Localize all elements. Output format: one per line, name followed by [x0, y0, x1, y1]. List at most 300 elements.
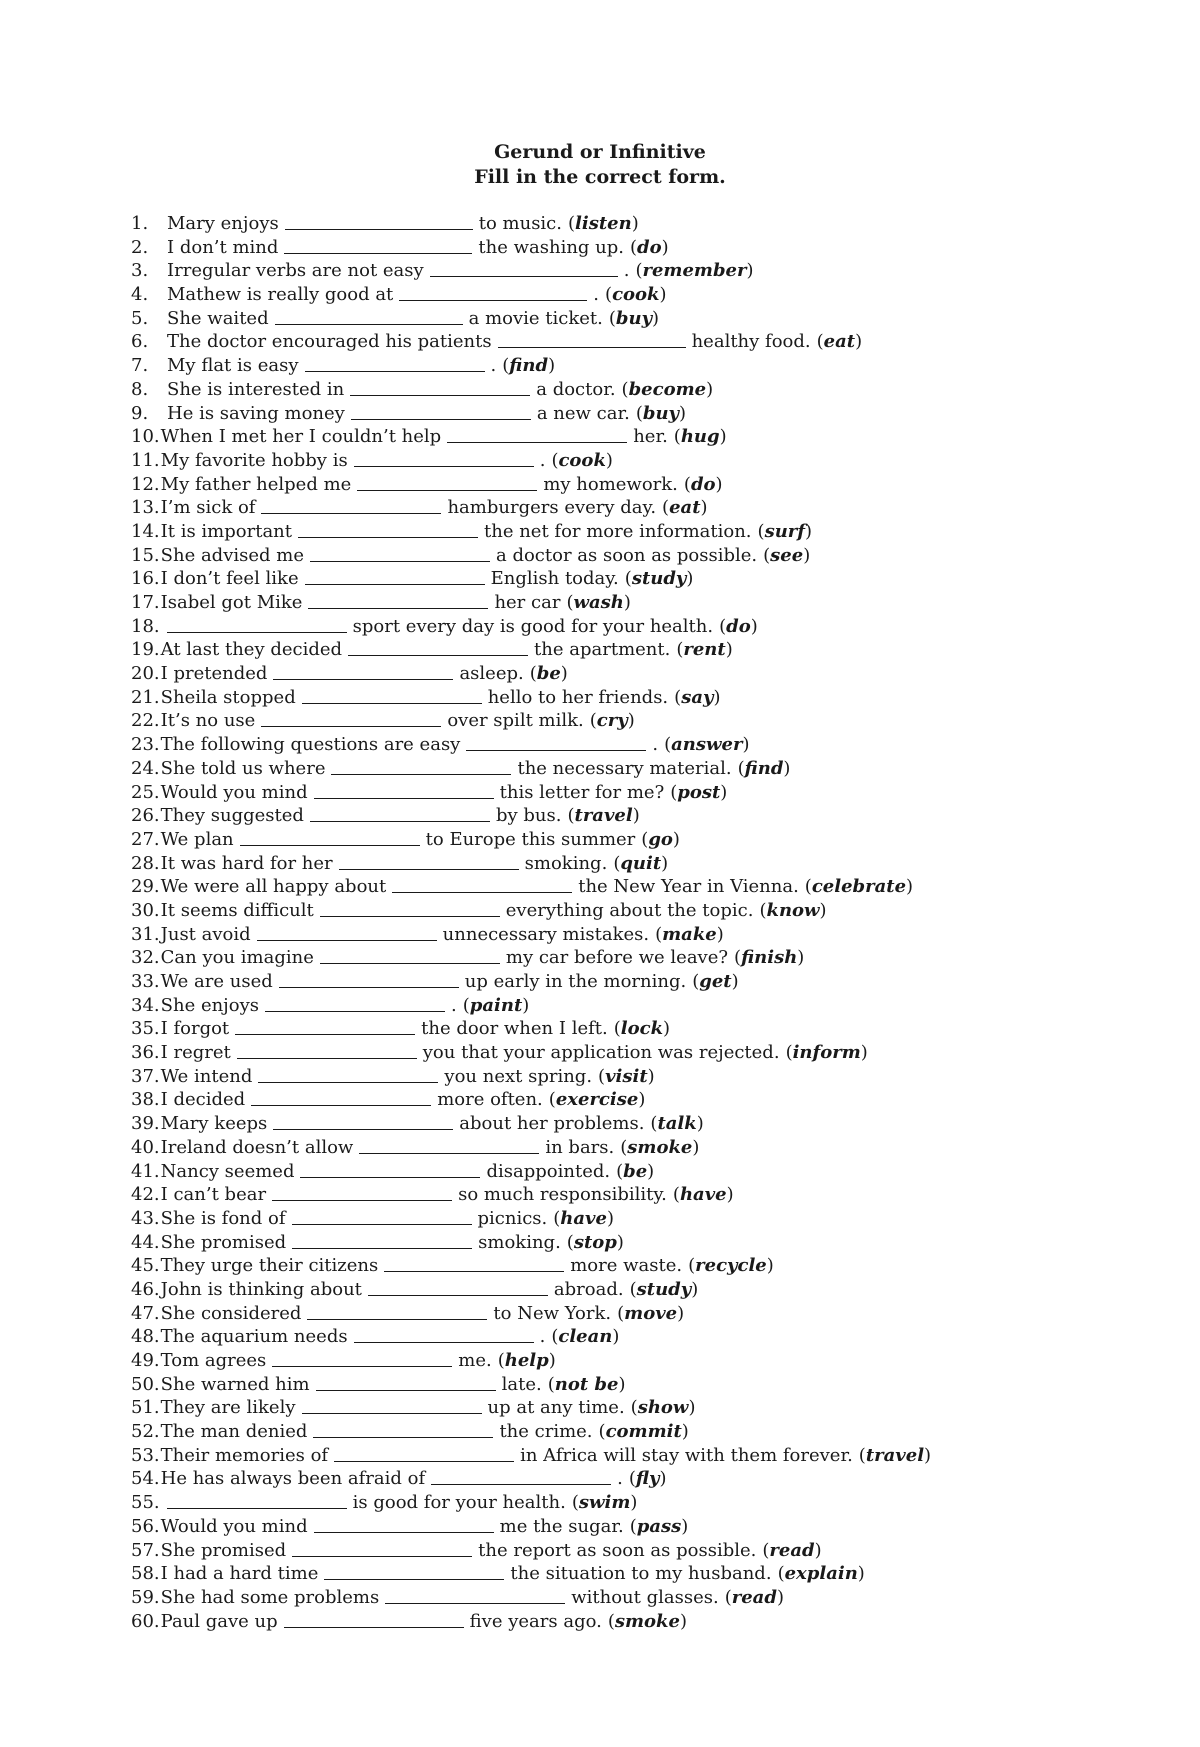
item-number: 6.	[131, 331, 149, 353]
sentence-end: everything about the topic.	[505, 899, 754, 921]
answer-blank[interactable]	[310, 545, 490, 562]
verb-hint-word: post	[677, 781, 721, 803]
item-number: 57.	[131, 1539, 160, 1561]
sentence-start: Mary keeps	[160, 1113, 268, 1135]
exercise-item	[131, 757, 1131, 781]
sentence-end: .	[539, 1326, 546, 1348]
answer-blank[interactable]	[265, 995, 445, 1012]
sentence-end: the report as soon as possible.	[478, 1539, 757, 1561]
verb-hint: (have)	[672, 1184, 734, 1206]
sentence-start: We intend	[160, 1065, 253, 1087]
exercise-item	[131, 425, 1131, 449]
exercise-item	[131, 1610, 1131, 1634]
answer-blank[interactable]	[258, 1066, 438, 1083]
sentence-end: the door when I left.	[421, 1018, 608, 1040]
verb-hint: (talk)	[650, 1113, 704, 1135]
answer-blank[interactable]	[339, 853, 519, 870]
verb-hint: (not be)	[547, 1373, 626, 1395]
sentence-end: this letter for me?	[499, 781, 665, 803]
title-block	[0, 140, 1200, 190]
verb-hint-word: listen	[575, 213, 632, 234]
sentence-start: We were all happy about	[160, 876, 387, 898]
verb-hint: (lock)	[613, 1018, 671, 1040]
sentence-start: I’m sick of	[160, 497, 256, 519]
sentence-start: My favorite hobby is	[160, 449, 348, 471]
item-number: 17.	[131, 592, 160, 613]
sentence-end: sport every day is good for your health.	[352, 615, 714, 637]
verb-hint: (see)	[763, 544, 811, 566]
verb-hint-word: quit	[620, 852, 662, 874]
verb-hint: (pass)	[629, 1515, 689, 1537]
exercise-item	[131, 1539, 1131, 1563]
sentence-end: a doctor as soon as possible.	[495, 544, 758, 566]
sentence-start: When I met her I couldn’t help	[160, 426, 442, 448]
verb-hint-word: wash	[573, 592, 624, 613]
sentence-start: She promised	[160, 1539, 287, 1561]
answer-blank[interactable]	[430, 260, 618, 277]
sentence-start: She promised	[160, 1231, 287, 1253]
item-number: 2.	[131, 236, 149, 258]
answer-blank[interactable]	[354, 450, 534, 467]
item-number: 19.	[131, 639, 160, 661]
sentence-end: the necessary material.	[517, 757, 732, 779]
item-number: 26.	[131, 805, 160, 827]
exercise-item	[131, 946, 1131, 970]
answer-blank[interactable]	[308, 592, 488, 609]
sentence-start: It seems difficult	[160, 899, 314, 921]
verb-hint-word: do	[637, 236, 662, 258]
item-number: 27.	[131, 828, 160, 850]
answer-blank[interactable]	[320, 947, 500, 964]
sentence-end: hello to her friends.	[487, 686, 669, 708]
verb-hint-word: answer	[671, 734, 743, 756]
answer-blank[interactable]	[167, 1492, 347, 1509]
verb-hint-word: finish	[741, 947, 798, 969]
answer-blank[interactable]	[300, 1161, 480, 1178]
exercise-item	[131, 1349, 1131, 1373]
verb-hint-word: be	[623, 1160, 648, 1182]
item-number: 60.	[131, 1610, 160, 1632]
answer-blank[interactable]	[273, 1113, 453, 1130]
answer-blank[interactable]	[316, 1374, 496, 1391]
verb-hint: (have)	[553, 1207, 614, 1229]
item-number: 5.	[131, 307, 149, 329]
sentence-start: She had some problems	[160, 1586, 380, 1608]
verb-hint: (commit)	[598, 1421, 689, 1443]
sentence-start: The man denied	[160, 1421, 308, 1443]
sentence-end: over spilt milk.	[447, 710, 584, 732]
verb-hint-word: become	[628, 378, 707, 400]
sentence-end: abroad.	[553, 1278, 624, 1300]
verb-hint: (finish)	[734, 947, 805, 969]
answer-blank[interactable]	[279, 971, 459, 988]
sentence-start: I forgot	[160, 1018, 230, 1040]
verb-hint: (eat)	[662, 497, 708, 519]
exercise-item	[131, 1302, 1131, 1326]
answer-blank[interactable]	[310, 805, 490, 822]
sentence-start: The doctor encouraged his patients	[167, 331, 492, 353]
sentence-end: a movie ticket.	[468, 307, 603, 329]
exercise-item	[131, 1041, 1131, 1065]
answer-blank[interactable]	[237, 1042, 417, 1059]
answer-blank[interactable]	[354, 1326, 534, 1343]
exercise-item	[131, 1207, 1131, 1231]
item-number: 29.	[131, 876, 160, 898]
item-number: 15.	[131, 544, 160, 566]
verb-hint: (clean)	[551, 1326, 620, 1348]
verb-hint-word: exercise	[555, 1089, 639, 1111]
verb-hint-word: see	[770, 544, 804, 566]
answer-blank[interactable]	[284, 1611, 464, 1628]
sentence-end: the net for more information.	[484, 520, 752, 542]
item-number: 14.	[131, 520, 160, 542]
verb-hint: (cook)	[551, 449, 613, 471]
item-number: 52.	[131, 1421, 160, 1443]
exercise-item	[131, 236, 1131, 260]
item-number: 37.	[131, 1065, 160, 1087]
sentence-start: At last they decided	[160, 639, 343, 661]
sentence-start: They are likely	[160, 1397, 296, 1419]
item-number: 55.	[131, 1492, 160, 1514]
sentence-start: Sheila stopped	[160, 686, 296, 708]
verb-hint-word: remember	[642, 260, 747, 282]
sentence-start: I had a hard time	[160, 1563, 319, 1585]
answer-blank[interactable]	[285, 213, 473, 230]
verb-hint: (be)	[529, 663, 568, 685]
item-number: 22.	[131, 710, 160, 732]
verb-hint-word: say	[681, 686, 714, 708]
answer-blank[interactable]	[302, 687, 482, 704]
sentence-start: Isabel got Mike	[160, 592, 303, 613]
worksheet-subtitle: Fill in the correct form.	[474, 166, 726, 188]
sentence-start: My father helped me	[160, 473, 352, 495]
item-number: 3.	[131, 260, 149, 282]
verb-hint-word: stop	[573, 1231, 617, 1253]
sentence-start: Would you mind	[160, 781, 308, 803]
answer-blank[interactable]	[284, 237, 472, 254]
verb-hint-word: hug	[680, 426, 720, 448]
exercise-item	[131, 1373, 1131, 1397]
verb-hint: (wash)	[566, 592, 631, 613]
verb-hint-word: read	[731, 1586, 777, 1608]
answer-blank[interactable]	[251, 1089, 431, 1106]
sentence-start: I decided	[160, 1089, 246, 1111]
answer-blank[interactable]	[292, 1232, 472, 1249]
answer-blank[interactable]	[348, 639, 528, 656]
answer-blank[interactable]	[324, 1563, 504, 1580]
verb-hint: (eat)	[816, 331, 863, 353]
item-number: 30.	[131, 899, 160, 921]
sentence-end: the New Year in Vienna.	[578, 876, 799, 898]
exercise-item	[131, 496, 1131, 520]
item-number: 34.	[131, 994, 160, 1016]
sentence-start: Their memories of	[160, 1444, 329, 1466]
sentence-end: the apartment.	[534, 639, 671, 661]
item-number: 49.	[131, 1350, 160, 1371]
verb-hint-word: talk	[657, 1113, 697, 1135]
sentence-start: Would you mind	[160, 1515, 308, 1537]
exercise-item	[131, 970, 1131, 994]
verb-hint-word: read	[769, 1539, 815, 1561]
sentence-start: She advised me	[160, 544, 304, 566]
verb-hint-word: make	[662, 923, 717, 945]
answer-blank[interactable]	[331, 758, 511, 775]
answer-blank[interactable]	[298, 521, 478, 538]
verb-hint: (listen)	[567, 213, 639, 234]
exercise-item	[131, 615, 1131, 639]
verb-hint-word: travel	[574, 805, 633, 827]
answer-blank[interactable]	[292, 1208, 472, 1225]
verb-hint-word: pass	[636, 1515, 682, 1537]
exercise-item	[131, 1586, 1131, 1610]
answer-blank[interactable]	[272, 1350, 452, 1367]
verb-hint: (say)	[674, 686, 721, 708]
exercise-item	[131, 520, 1131, 544]
sentence-end: .	[652, 734, 659, 756]
answer-blank[interactable]	[257, 924, 437, 941]
answer-blank[interactable]	[305, 355, 485, 372]
sentence-start: I don’t feel like	[160, 568, 299, 590]
item-number: 35.	[131, 1018, 160, 1040]
sentence-start: It is important	[160, 520, 293, 542]
verb-hint-word: not be	[554, 1373, 619, 1395]
sentence-start: Tom agrees	[160, 1350, 267, 1371]
verb-hint: (surf)	[757, 520, 813, 542]
verb-hint: (inform)	[785, 1042, 868, 1064]
verb-hint-word: eat	[823, 331, 856, 353]
sentence-start: He has always been afraid of	[160, 1468, 426, 1490]
answer-blank[interactable]	[350, 379, 530, 396]
answer-blank[interactable]	[399, 284, 587, 301]
worksheet-title: Gerund or Infinitive	[494, 141, 706, 163]
answer-blank[interactable]	[273, 663, 453, 680]
answer-blank[interactable]	[275, 308, 463, 325]
item-number: 13.	[131, 497, 160, 519]
answer-blank[interactable]	[498, 331, 686, 348]
verb-hint-word: study	[631, 568, 687, 590]
exercise-item	[131, 662, 1131, 686]
exercise-item	[131, 1562, 1131, 1586]
item-number: 33.	[131, 971, 160, 992]
sentence-start: The aquarium needs	[160, 1326, 348, 1348]
answer-blank[interactable]	[466, 734, 646, 751]
verb-hint-word: move	[624, 1302, 678, 1324]
item-number: 25.	[131, 781, 160, 803]
verb-hint: (answer)	[664, 734, 750, 756]
exercise-item	[131, 330, 1131, 354]
verb-hint-word: clean	[558, 1326, 613, 1348]
sentence-end: .	[539, 449, 546, 471]
answer-blank[interactable]	[307, 1303, 487, 1320]
answer-blank[interactable]	[305, 568, 485, 585]
verb-hint: (get)	[692, 971, 739, 992]
sentence-end: the crime.	[499, 1421, 593, 1443]
exercise-item	[131, 1515, 1131, 1539]
item-number: 39.	[131, 1113, 160, 1135]
verb-hint: (read)	[762, 1539, 822, 1561]
exercise-item	[131, 804, 1131, 828]
answer-blank[interactable]	[314, 1516, 494, 1533]
answer-blank[interactable]	[314, 782, 494, 799]
answer-blank[interactable]	[261, 710, 441, 727]
sentence-end: so much responsibility.	[458, 1184, 667, 1206]
exercise-item	[131, 1325, 1131, 1349]
sentence-end: you that your application was rejected.	[422, 1042, 780, 1064]
answer-blank[interactable]	[272, 1184, 452, 1201]
answer-blank[interactable]	[235, 1018, 415, 1035]
verb-hint: (know)	[759, 899, 827, 921]
exercise-item	[131, 1254, 1131, 1278]
verb-hint-word: cook	[612, 284, 660, 306]
answer-blank[interactable]	[240, 829, 420, 846]
answer-blank[interactable]	[368, 1279, 548, 1296]
answer-blank[interactable]	[392, 876, 572, 893]
sentence-start: John is thinking about	[160, 1278, 362, 1300]
sentence-start: Just avoid	[160, 923, 251, 945]
sentence-start: Ireland doesn’t allow	[160, 1136, 354, 1158]
item-number: 58.	[131, 1563, 160, 1585]
verb-hint: (cry)	[589, 710, 635, 732]
sentence-end: unnecessary mistakes.	[442, 923, 650, 945]
item-number: 46.	[131, 1278, 160, 1300]
answer-blank[interactable]	[313, 1421, 493, 1438]
verb-hint: (show)	[630, 1397, 696, 1419]
verb-hint-word: go	[648, 828, 673, 850]
verb-hint: (read)	[724, 1586, 784, 1608]
answer-blank[interactable]	[320, 900, 500, 917]
sentence-start: My flat is easy	[167, 355, 299, 377]
sentence-start: Can you imagine	[160, 947, 314, 969]
sentence-start: She told us where	[160, 757, 326, 779]
verb-hint: (cook)	[605, 284, 667, 306]
verb-hint-word: rent	[683, 639, 726, 661]
verb-hint: (stop)	[566, 1231, 624, 1253]
verb-hint-word: inform	[792, 1042, 861, 1064]
sentence-start: I can’t bear	[160, 1184, 267, 1206]
verb-hint-word: cry	[596, 710, 628, 732]
sentence-end: .	[617, 1468, 623, 1490]
verb-hint-word: surf	[764, 520, 806, 542]
answer-blank[interactable]	[385, 1587, 565, 1604]
verb-hint: (quit)	[613, 852, 669, 874]
sentence-end: .	[451, 994, 457, 1016]
item-number: 56.	[131, 1515, 160, 1537]
sentence-start: They suggested	[160, 805, 304, 827]
verb-hint: (make)	[655, 923, 724, 945]
sentence-start: Paul gave up	[160, 1610, 278, 1632]
sentence-end: picnics.	[477, 1207, 548, 1229]
item-number: 41.	[131, 1160, 160, 1182]
verb-hint-word: get	[699, 971, 732, 992]
verb-hint-word: explain	[784, 1563, 858, 1585]
exercise-item	[131, 1467, 1131, 1491]
answer-blank[interactable]	[447, 426, 627, 443]
verb-hint-word: cook	[558, 449, 606, 471]
verb-hint: (exercise)	[548, 1089, 646, 1111]
sentence-end: you next spring.	[444, 1065, 593, 1087]
exercise-item	[131, 1065, 1131, 1089]
exercise-item	[131, 402, 1131, 426]
item-number: 44.	[131, 1231, 160, 1253]
verb-hint-word: be	[536, 663, 561, 685]
answer-blank[interactable]	[302, 1397, 482, 1414]
exercise-item	[131, 638, 1131, 662]
sentence-end: .	[593, 284, 600, 306]
sentence-end: without glasses.	[571, 1586, 719, 1608]
sentence-start: She warned him	[160, 1373, 310, 1395]
item-number: 4.	[131, 284, 149, 306]
verb-hint: (buy)	[608, 307, 660, 329]
verb-hint-word: visit	[605, 1065, 648, 1087]
sentence-start: We are used	[160, 971, 273, 992]
answer-blank[interactable]	[351, 403, 531, 420]
verb-hint-word: lock	[620, 1018, 664, 1040]
item-number: 7.	[131, 355, 149, 377]
exercise-item	[131, 1088, 1131, 1112]
verb-hint-word: find	[744, 757, 784, 779]
answer-blank[interactable]	[167, 616, 347, 633]
answer-blank[interactable]	[431, 1468, 611, 1485]
exercise-item	[131, 733, 1131, 757]
item-number: 53.	[131, 1444, 160, 1466]
sentence-end: about her problems.	[459, 1113, 645, 1135]
sentence-start: I don’t mind	[167, 236, 279, 258]
sentence-end: smoking.	[524, 852, 608, 874]
sentence-start: She is fond of	[160, 1207, 286, 1229]
verb-hint: (smoke)	[607, 1610, 688, 1632]
item-number: 31.	[131, 923, 160, 945]
answer-blank[interactable]	[261, 497, 441, 514]
answer-blank[interactable]	[384, 1255, 564, 1272]
verb-hint: (fly)	[628, 1468, 667, 1490]
item-number: 18.	[131, 615, 160, 637]
verb-hint-word: buy	[615, 307, 653, 329]
answer-blank[interactable]	[334, 1445, 514, 1462]
verb-hint-word: buy	[642, 402, 680, 424]
item-number: 28.	[131, 852, 160, 874]
sentence-start: She considered	[160, 1302, 302, 1324]
sentence-end: a new car.	[536, 402, 630, 424]
verb-hint-word: smoke	[614, 1610, 680, 1632]
sentence-start: He is saving money	[167, 402, 345, 424]
exercise-item	[131, 1491, 1131, 1515]
sentence-end: is good for your health.	[352, 1492, 566, 1514]
verb-hint: (move)	[617, 1302, 685, 1324]
exercise-item	[131, 1278, 1131, 1302]
exercise-item	[131, 449, 1131, 473]
sentence-end: me.	[458, 1350, 492, 1371]
sentence-start: I regret	[160, 1042, 231, 1064]
exercise-item	[131, 1396, 1131, 1420]
sentence-end: my homework.	[543, 473, 678, 495]
answer-blank[interactable]	[292, 1540, 472, 1557]
answer-blank[interactable]	[357, 474, 537, 491]
exercise-item	[131, 923, 1131, 947]
sentence-start: She enjoys	[160, 994, 260, 1016]
sentence-end: in Africa will stay with them forever.	[520, 1444, 853, 1466]
item-number: 9.	[131, 402, 149, 424]
answer-blank[interactable]	[359, 1137, 539, 1154]
sentence-end: me the sugar.	[499, 1515, 624, 1537]
verb-hint-word: eat	[669, 497, 701, 519]
item-number: 21.	[131, 686, 160, 708]
verb-hint: (remember)	[635, 260, 754, 282]
exercise-item	[131, 259, 1131, 283]
sentence-end: up early in the morning.	[464, 971, 687, 992]
sentence-start: The following questions are easy	[160, 734, 461, 756]
exercise-item	[131, 307, 1131, 331]
verb-hint: (do)	[630, 236, 669, 258]
